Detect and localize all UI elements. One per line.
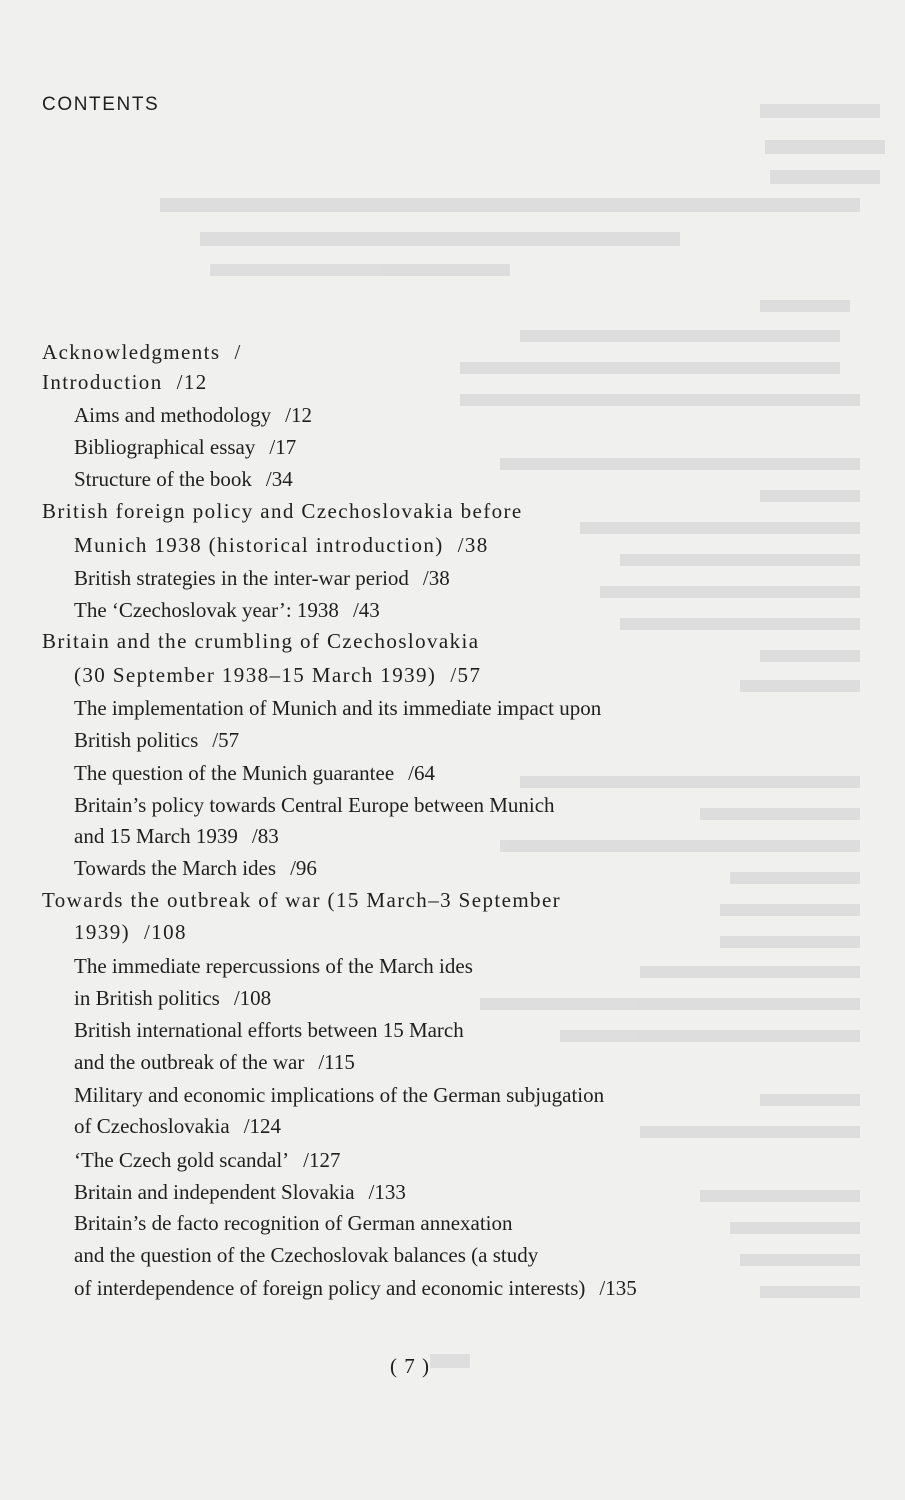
entry-title: Munich 1938 (historical introduction) bbox=[74, 533, 444, 557]
entry-title: Structure of the book bbox=[74, 467, 252, 491]
entry-title: and 15 March 1939 bbox=[74, 824, 238, 848]
entry-title: Towards the March ides bbox=[74, 856, 277, 880]
toc-subentry bbox=[74, 1178, 406, 1206]
entry-page: / bbox=[234, 340, 242, 364]
toc-entry-continued bbox=[74, 918, 187, 946]
entry-title: Towards the outbreak of war (15 March–3 September bbox=[42, 888, 562, 912]
entry-title: and the question of the Czechoslovak balances (a study bbox=[74, 1243, 539, 1267]
entry-title: Britain and independent Slovakia bbox=[74, 1180, 355, 1204]
toc-subentry bbox=[74, 822, 279, 850]
toc-subentry bbox=[74, 1274, 637, 1302]
toc-subentry bbox=[74, 694, 601, 722]
entry-page: /34 bbox=[265, 467, 293, 491]
entry-title: Britain and the crumbling of Czechoslovakia bbox=[42, 629, 480, 653]
entry-title: British international efforts between 15 March bbox=[74, 1018, 464, 1042]
toc-subentry bbox=[74, 1112, 281, 1140]
entry-page: /17 bbox=[269, 435, 297, 459]
toc-subentry bbox=[74, 1048, 355, 1076]
toc-entry bbox=[42, 886, 561, 914]
entry-page: /108 bbox=[144, 920, 187, 944]
toc-subentry bbox=[74, 1241, 538, 1269]
toc-subentry bbox=[74, 1081, 604, 1109]
entry-title: The implementation of Munich and its immediate impact upon bbox=[74, 696, 602, 720]
entry-page: /96 bbox=[290, 856, 317, 880]
toc-subentry bbox=[74, 726, 239, 754]
entry-title: ‘The Czech gold scandal’ bbox=[74, 1148, 290, 1172]
toc-subentry bbox=[74, 984, 271, 1012]
toc-entry-continued bbox=[74, 661, 481, 689]
entry-page: /12 bbox=[285, 403, 312, 427]
toc-entry bbox=[42, 368, 208, 396]
entry-page: /127 bbox=[303, 1148, 341, 1172]
toc-subentry bbox=[74, 1146, 341, 1174]
entry-title: of interdependence of foreign policy and economic interests) bbox=[74, 1276, 586, 1300]
entry-title: 1939) bbox=[74, 920, 130, 944]
page-number: ( 7 ) bbox=[390, 1354, 430, 1378]
entry-title: Britain’s de facto recognition of German annexation bbox=[74, 1211, 513, 1235]
entry-page: /64 bbox=[408, 761, 435, 785]
entry-title: Military and economic implications of the German subjugation bbox=[74, 1083, 605, 1107]
toc-subentry bbox=[74, 791, 555, 819]
toc-subentry bbox=[74, 596, 380, 624]
entry-page: /38 bbox=[457, 533, 489, 557]
entry-page: /57 bbox=[450, 663, 482, 687]
entry-title: (30 September 1938–15 March 1939) bbox=[74, 663, 437, 687]
toc-subentry bbox=[74, 952, 473, 980]
entry-title: Aims and methodology bbox=[74, 403, 272, 427]
entry-title: of Czechoslovakia bbox=[74, 1114, 230, 1138]
toc-subentry bbox=[74, 1016, 464, 1044]
toc-subentry bbox=[74, 433, 296, 461]
entry-title: British foreign policy and Czechoslovakia before bbox=[42, 499, 523, 523]
entry-page: /124 bbox=[243, 1114, 282, 1138]
entry-page: /38 bbox=[422, 566, 450, 590]
entry-title: Bibliographical essay bbox=[74, 435, 256, 459]
toc-entry bbox=[42, 627, 480, 655]
entry-title: The question of the Munich guarantee bbox=[74, 761, 395, 785]
entry-title: British strategies in the inter-war period bbox=[74, 566, 409, 590]
toc-subentry bbox=[74, 401, 312, 429]
entry-title: Britain’s policy towards Central Europe between Munich bbox=[74, 793, 555, 817]
entry-page: /57 bbox=[212, 728, 240, 752]
toc-subentry bbox=[74, 1209, 513, 1237]
entry-page: /43 bbox=[352, 598, 380, 622]
entry-title: The ‘Czechoslovak year’: 1938 bbox=[74, 598, 339, 622]
entry-title: in British politics bbox=[74, 986, 220, 1010]
contents-heading: CONTENTS bbox=[42, 94, 160, 115]
toc-subentry bbox=[74, 465, 293, 493]
entry-title: The immediate repercussions of the March ides bbox=[74, 954, 473, 978]
entry-title: British politics bbox=[74, 728, 199, 752]
entry-page: /83 bbox=[251, 824, 279, 848]
entry-title: Introduction bbox=[42, 370, 163, 394]
toc-subentry bbox=[74, 854, 317, 882]
entry-page: /133 bbox=[368, 1180, 406, 1204]
entry-page: /135 bbox=[599, 1276, 637, 1300]
toc-entry-continued bbox=[74, 531, 489, 559]
entry-page: /115 bbox=[318, 1050, 355, 1074]
toc-subentry bbox=[74, 564, 450, 592]
toc-subentry bbox=[74, 759, 435, 787]
entry-page: /108 bbox=[233, 986, 272, 1010]
toc-entry bbox=[42, 338, 242, 366]
entry-title: and the outbreak of the war bbox=[74, 1050, 305, 1074]
entry-title: Acknowledgments bbox=[42, 340, 221, 364]
entry-page: /12 bbox=[176, 370, 208, 394]
toc-entry bbox=[42, 497, 523, 525]
